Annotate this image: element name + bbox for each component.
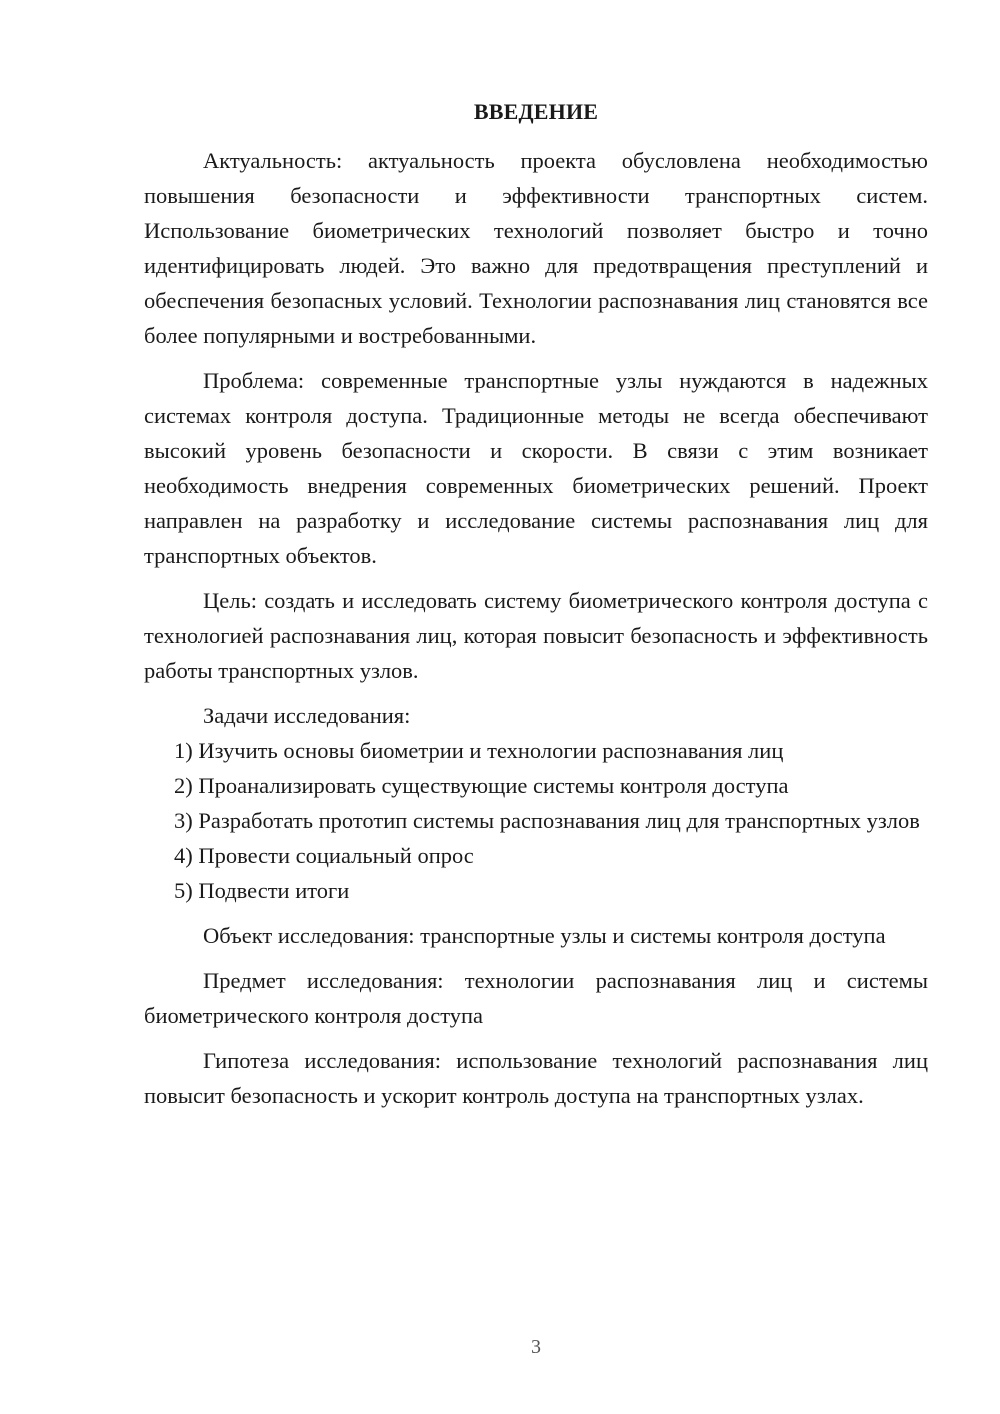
tasks-list [144, 733, 928, 908]
list-item: 1) Изучить основы биометрии и технологии распознавания лиц [174, 738, 784, 763]
list-item: 4) Провести социальный опрос [174, 843, 474, 868]
page-title: ВВЕДЕНИЕ [473, 99, 599, 124]
paragraph-hypothesis: Гипотеза исследования: использование технологий распознавания лиц повысит безопасность и ускорит контроль доступа на транспортных узлах. [144, 1048, 928, 1108]
list-item: 3) Разработать прототип системы распознавания лиц для транспортных узлов [174, 808, 920, 833]
paragraph-goal: Цель: создать и исследовать систему биометрического контроля доступа с технологией распознавания лиц, которая повысит безопасность и эффективность работы транспортных узлов. [144, 588, 928, 683]
list-item: 5) Подвести итоги [174, 878, 350, 903]
paragraph-subject: Предмет исследования: технологии распознавания лиц и системы биометрического контроля доступа [144, 968, 928, 1028]
paragraph-problem: Проблема: современные транспортные узлы нуждаются в надежных системах контроля доступа. Традиционные методы не всегда обеспечивают высокий уровень безопасности и скорости. В связи с этим возникает необходимость внедрения современных биометрических решений. Проект направлен на разработку и исследование системы распознавания лиц для транспортных объектов. [144, 368, 928, 568]
paragraph-relevance: Актуальность: актуальность проекта обусловлена необходимостью повышения безопасности и эффективности транспортных систем. Использование биометрических технологий позволяет быстро и точно идентифицировать людей. Это важно для предотвращения преступлений и обеспечения безопасных условий. Технологии распознавания лиц становятся все более популярными и востребованными. [144, 148, 928, 348]
document-page [144, 0, 928, 1414]
list-item: 2) Проанализировать существующие системы контроля доступа [174, 773, 789, 798]
tasks-heading: Задачи исследования: [203, 703, 411, 728]
page-number: 3 [531, 1336, 541, 1358]
document-body [144, 143, 928, 1113]
paragraph-object: Объект исследования: транспортные узлы и системы контроля доступа [203, 923, 886, 948]
